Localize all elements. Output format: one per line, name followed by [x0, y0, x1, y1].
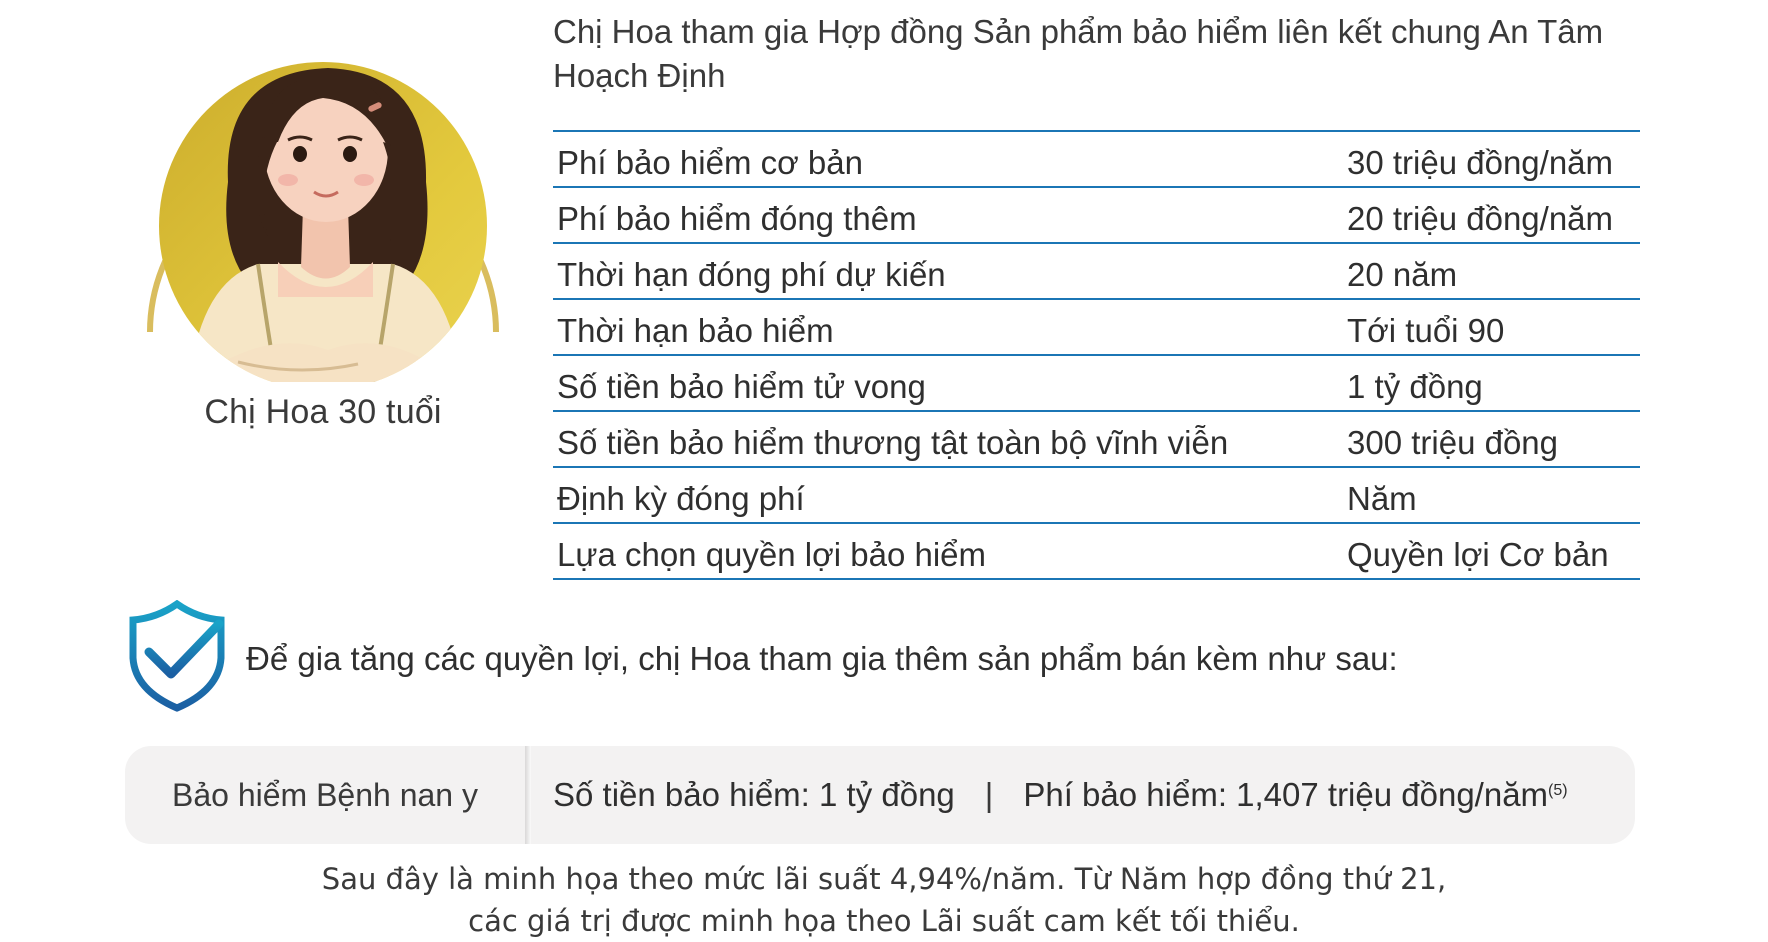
row-value: Quyền lợi Cơ bản — [1347, 536, 1609, 573]
row-label: Thời hạn bảo hiểm — [557, 312, 834, 349]
rider-sum-assured: Số tiền bảo hiểm: 1 tỷ đồng — [553, 776, 955, 813]
rider-box — [125, 746, 1635, 844]
row-value: 30 triệu đồng/năm — [1347, 144, 1614, 181]
row-value: Năm — [1347, 480, 1417, 517]
rider-intro: Để gia tăng các quyền lợi, chị Hoa tham gia thêm sản phẩm bán kèm như sau: — [246, 640, 1398, 677]
shield-check-icon — [127, 600, 227, 712]
persona-avatar — [128, 32, 518, 382]
row-value: 300 triệu đồng — [1347, 424, 1559, 461]
rider-separator: | — [984, 776, 994, 813]
row-label: Số tiền bảo hiểm tử vong — [557, 368, 926, 405]
row-label: Lựa chọn quyền lợi bảo hiểm — [557, 536, 986, 573]
table-row — [553, 412, 1640, 468]
row-label: Thời hạn đóng phí dự kiến — [557, 256, 946, 293]
table-row — [553, 132, 1640, 188]
contract-intro: Chị Hoa tham gia Hợp đồng Sản phẩm bảo hiểm liên kết chung An Tâm Hoạch Định — [553, 13, 1604, 94]
table-row — [553, 300, 1640, 356]
footnote-reference: (5) — [1548, 782, 1568, 799]
policy-details-table — [553, 130, 1640, 580]
row-value: 1 tỷ đồng — [1347, 368, 1483, 405]
row-value: 20 triệu đồng/năm — [1347, 200, 1614, 237]
footnote-line: các giá trị được minh họa theo Lãi suất cam kết tối thiểu. — [468, 904, 1300, 938]
row-label: Phí bảo hiểm cơ bản — [557, 144, 863, 181]
row-label: Phí bảo hiểm đóng thêm — [557, 200, 917, 237]
row-value: Tới tuổi 90 — [1347, 312, 1505, 349]
row-label: Định kỳ đóng phí — [557, 480, 805, 517]
table-row — [553, 188, 1640, 244]
table-row — [553, 468, 1640, 524]
table-row — [553, 524, 1640, 580]
persona-caption: Chị Hoa 30 tuổi — [204, 393, 442, 431]
row-label: Số tiền bảo hiểm thương tật toàn bộ vĩnh viễn — [557, 424, 1229, 461]
woman-avatar-illustration-icon — [128, 32, 518, 382]
row-value: 20 năm — [1347, 256, 1458, 293]
illustration-footnote — [0, 858, 1768, 942]
table-row — [553, 244, 1640, 300]
rider-premium: Phí bảo hiểm: 1,407 triệu đồng/năm — [1023, 776, 1549, 813]
rider-details — [531, 776, 1568, 814]
footnote-line: Sau đây là minh họa theo mức lãi suất 4,94%/năm. Từ Năm hợp đồng thứ 21, — [321, 862, 1447, 896]
rider-name: Bảo hiểm Bệnh nan y — [172, 776, 478, 813]
table-row — [553, 356, 1640, 412]
